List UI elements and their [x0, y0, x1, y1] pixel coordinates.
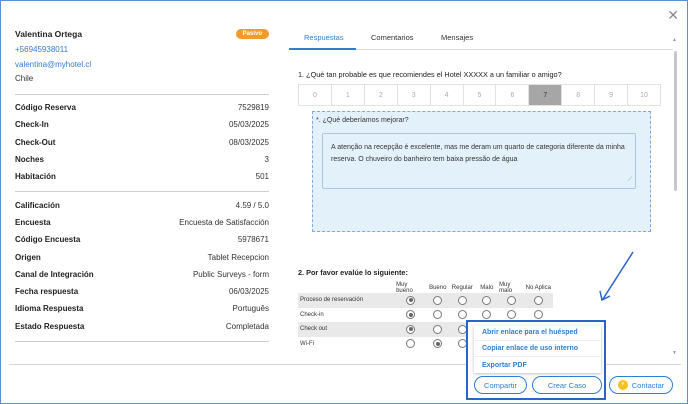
- detail-row: [15, 99, 269, 116]
- detail-row: [15, 231, 269, 248]
- detail-row: [15, 116, 269, 133]
- guest-info-panel: [15, 29, 269, 342]
- nps-option: 4: [431, 85, 464, 105]
- radio: [458, 296, 467, 305]
- survey-details: [15, 196, 269, 334]
- nps-option: 10: [640, 91, 648, 99]
- detail-label: Encuesta: [15, 217, 51, 227]
- detail-value: Português: [232, 304, 269, 314]
- matrix-column-header: Bueno: [429, 284, 447, 291]
- nps-option-selected: 7: [529, 85, 562, 105]
- nps-option: 6: [496, 85, 529, 105]
- nps-option: 8: [562, 85, 595, 105]
- nps-scale: [298, 84, 661, 106]
- radio: [458, 310, 467, 319]
- nps-option: 2: [365, 85, 398, 105]
- matrix-column-header: Malo: [480, 284, 494, 291]
- radio: [482, 310, 491, 319]
- detail-label: Calificación: [15, 200, 60, 210]
- nps-option: 3: [398, 85, 431, 105]
- detail-row: [15, 318, 269, 335]
- guest-name: Valentina Ortega: [15, 29, 83, 39]
- radio: [433, 325, 442, 334]
- radio: [482, 296, 491, 305]
- tab-respuestas[interactable]: Respuestas: [304, 33, 344, 42]
- matrix-header: [298, 282, 553, 293]
- detail-value: 4.59 / 5.0: [235, 200, 269, 210]
- detail-label: Estado Respuesta: [15, 321, 85, 331]
- share-button[interactable]: Compartir: [474, 376, 527, 394]
- detail-row: [15, 168, 269, 185]
- nps-option: 1: [332, 85, 365, 105]
- active-tab-indicator: [289, 48, 356, 50]
- detail-label: Idioma Respuesta: [15, 304, 84, 314]
- tab-bar: [289, 29, 673, 50]
- scrollbar-thumb[interactable]: [674, 51, 677, 191]
- contact-button-label: Contactar: [631, 380, 665, 390]
- divider: [15, 341, 269, 342]
- detail-value: Completada: [225, 321, 269, 331]
- detail-label: Noches: [15, 155, 44, 165]
- lightning-icon: ⚡: [618, 380, 628, 390]
- detail-label: Habitación: [15, 172, 56, 182]
- detail-label: Código Encuesta: [15, 235, 81, 245]
- nps-option: 0: [299, 85, 332, 105]
- nps-option: 9: [595, 85, 628, 105]
- detail-value: Public Surveys - form: [192, 269, 269, 279]
- detail-value: Tablet Recepcion: [207, 252, 269, 262]
- resize-handle-icon: ⟋: [627, 177, 632, 183]
- radio-selected: [406, 325, 415, 334]
- tab-comentarios[interactable]: Comentarios: [371, 33, 414, 42]
- matrix-row-label: Wi-Fi: [300, 340, 314, 347]
- detail-row: [15, 196, 269, 213]
- improvement-question-box: [312, 111, 651, 232]
- actions-menu: [474, 325, 601, 373]
- matrix-column-header: Regular: [451, 284, 473, 291]
- radio: [433, 296, 442, 305]
- menu-item-copy-internal-link[interactable]: Copiar enlace de uso interno: [474, 341, 601, 357]
- scroll-up-icon[interactable]: ▲: [672, 37, 677, 43]
- improvement-answer-text: A atenção na recepção é excelente, mas me deram um quarto de categoria diferente da minha reserva. O chuveiro do banheiro tem baixa pressão de água: [331, 144, 625, 163]
- detail-label: Fecha respuesta: [15, 287, 79, 297]
- create-case-button[interactable]: Crear Caso: [532, 376, 602, 394]
- radio: [433, 310, 442, 319]
- divider: [15, 94, 269, 95]
- menu-item-open-guest-link[interactable]: Abrir enlace para el huésped: [474, 325, 601, 341]
- status-badge: Pasivo: [236, 29, 269, 39]
- guest-phone-link[interactable]: +56945938011: [15, 45, 69, 54]
- improvement-answer-field: [322, 133, 636, 189]
- radio: [406, 339, 415, 348]
- detail-value: 3: [264, 155, 269, 165]
- detail-value: 08/03/2025: [228, 137, 269, 147]
- matrix-row-label: Proceso de reservación: [300, 297, 364, 304]
- matrix-column-header: Muy bueno: [396, 281, 413, 294]
- radio-selected: [433, 339, 442, 348]
- detail-row: [15, 214, 269, 231]
- detail-label: Canal de Integración: [15, 269, 94, 279]
- matrix-column-header: No Aplica: [525, 284, 551, 291]
- detail-value: 06/03/2025: [228, 287, 269, 297]
- matrix-column-header: Muy malo: [499, 281, 513, 294]
- radio-selected: [406, 310, 415, 319]
- detail-label: Check-Out: [15, 137, 56, 147]
- guest-country: Chile: [15, 74, 34, 83]
- detail-label: Código Reserva: [15, 103, 76, 113]
- detail-row: [15, 266, 269, 283]
- detail-value: 05/03/2025: [228, 120, 269, 130]
- matrix-row-label: Check out: [300, 326, 328, 333]
- radio: [507, 296, 516, 305]
- guest-email-link[interactable]: valentina@myhotel.cl: [15, 60, 92, 69]
- detail-row: [15, 134, 269, 151]
- tab-mensajes[interactable]: Mensajes: [441, 33, 474, 42]
- radio: [534, 310, 543, 319]
- nps-option: 5: [464, 85, 497, 105]
- matrix-row: [298, 293, 553, 308]
- detail-value: 5978671: [237, 235, 269, 245]
- detail-value: Encuesta de Satisfacción: [179, 217, 269, 227]
- radio-selected: [406, 296, 415, 305]
- radio: [534, 296, 543, 305]
- menu-item-export-pdf[interactable]: Exportar PDF: [482, 361, 527, 369]
- detail-row: [15, 300, 269, 317]
- detail-value: 501: [255, 172, 269, 182]
- detail-value: 7529819: [237, 103, 269, 113]
- detail-label: Origen: [15, 252, 41, 262]
- scroll-down-icon[interactable]: ▼: [672, 350, 677, 356]
- close-icon[interactable]: ✕: [667, 7, 679, 23]
- question-1-text: 1. ¿Qué tan probable es que recomiendes el Hotel XXXXX a un familiar o amigo?: [298, 70, 562, 79]
- detail-label: Check-In: [15, 120, 49, 130]
- annotation-arrow-icon: [597, 249, 637, 305]
- detail-row: [15, 151, 269, 168]
- improvement-question-label: *. ¿Qué deberíamos mejorar?: [316, 117, 409, 124]
- contact-button[interactable]: [609, 376, 673, 394]
- reservation-details: [15, 99, 269, 185]
- divider: [15, 191, 269, 192]
- detail-row: [15, 283, 269, 300]
- question-2-text: 2. Por favor evalúe lo siguiente:: [298, 268, 408, 277]
- radio: [507, 310, 516, 319]
- detail-row: [15, 248, 269, 265]
- matrix-row-label: Check-in: [300, 311, 324, 318]
